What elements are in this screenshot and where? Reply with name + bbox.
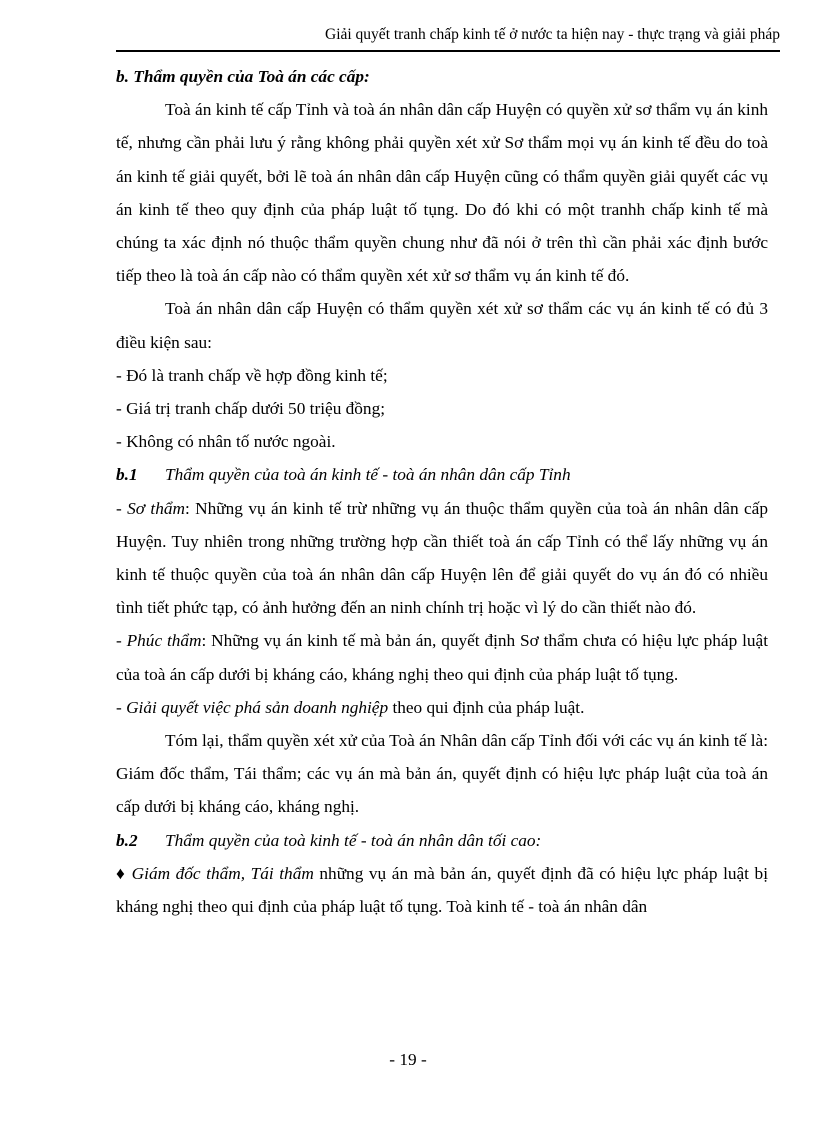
pha-san-text: theo qui định của pháp luật. [388,697,585,717]
subsection-number: b.2 [116,830,138,850]
condition-item: - Không có nhân tố nước ngoài. [116,432,336,452]
so-tham-text: : Những vụ án kinh tế trừ những vụ án thuộc thẩm quyền của toà án nhân dân cấp Huyện. Tuy nhiên trong những trường hợp cần thiết toà án cấp Tỉnh có thể lấy những vụ án kinh tế thuộc quyền của toà án nhân dân cấp Huyện lên để giải quyết do vụ án đó có nhiều tình tiết phức tạp, có ảnh hưởng đến an ninh chính trị hoặc vì lý do cần thiết nào đó. [116,498,768,618]
running-header: Giải quyết tranh chấp kinh tế ở nước ta hiện nay - thực trạng và giải pháp [325,26,780,43]
subsection-heading-b2 [116,824,768,857]
paragraph-1: Toà án kinh tế cấp Tỉnh và toà án nhân dân cấp Huyện có quyền xử sơ thẩm vụ án kinh tế, nhưng cần phải lưu ý rằng không phải quyền xét xử Sơ thẩm mọi vụ án kinh tế đều do toà án kinh tế giải quyết, bởi lẽ toà án nhân dân cấp Huyện cũng có thẩm quyền giải quyết các vụ án kinh tế theo quy định của pháp luật tố tụng. Do đó khi có một tranhh chấp kinh tế mà chúng ta xác định nó thuộc thẩm quyền chung như đã nói ở trên thì cần phải xác định bước tiếp theo là toà án cấp nào có thẩm quyền xét xử sơ thẩm vụ án kinh tế đó. [116,100,768,286]
giam-doc-tham-label: Giám đốc thẩm, Tái thẩm [131,863,314,883]
giam-doc-tham-paragraph [116,857,768,923]
giam-doc-tham-text: những vụ án mà bản án, quyết định đã có hiệu lực pháp luật bị kháng nghị theo qui định của pháp luật tố tụng. Toà kinh tế - toà án nhân dân [116,863,768,917]
pha-san-paragraph [116,691,768,724]
subsection-number: b.1 [116,465,138,485]
subsection-title: Thẩm quyền của toà án kinh tế - toà án nhân dân cấp Tỉnh [165,465,571,485]
phuc-tham-paragraph [116,624,768,690]
page-body [116,60,768,923]
condition-item: - Đó là tranh chấp về hợp đồng kinh tế; [116,365,388,385]
section-heading-b: b. Thẩm quyền của Toà án các cấp: [116,67,370,86]
so-tham-paragraph [116,492,768,625]
summary-paragraph: Tóm lại, thẩm quyền xét xử của Toà án Nhân dân cấp Tỉnh đối với các vụ án kinh tế là: Giám đốc thẩm, Tái thẩm; các vụ án mà bản án, quyết định có hiệu lực pháp luật của toà án cấp dưới bị kháng cáo, kháng nghị. [116,731,768,817]
header-rule [116,50,780,52]
condition-item: - Giá trị tranh chấp dưới 50 triệu đồng; [116,399,386,419]
phuc-tham-text: : Những vụ án kinh tế mà bản án, quyết định Sơ thẩm chưa có hiệu lực pháp luật của toà án cấp dưới bị kháng cáo, kháng nghị theo qui định của pháp luật tố tụng. [116,631,769,684]
phuc-tham-label: - Phúc thẩm [116,631,202,651]
diamond-bullet-icon: ♦ [116,863,132,883]
paragraph-2: Toà án nhân dân cấp Huyện có thẩm quyền xét xử sơ thẩm các vụ án kinh tế có đủ 3 điều kiện sau: [116,299,768,352]
pha-san-label: - Giải quyết việc phá sản doanh nghiệp [116,697,389,717]
so-tham-label: - Sơ thẩm [116,498,185,518]
subsection-heading-b1 [116,458,768,491]
page-number: - 19 - [389,1050,427,1069]
subsection-title: Thẩm quyền của toà kinh tế - toà án nhân dân tối cao: [165,830,542,850]
